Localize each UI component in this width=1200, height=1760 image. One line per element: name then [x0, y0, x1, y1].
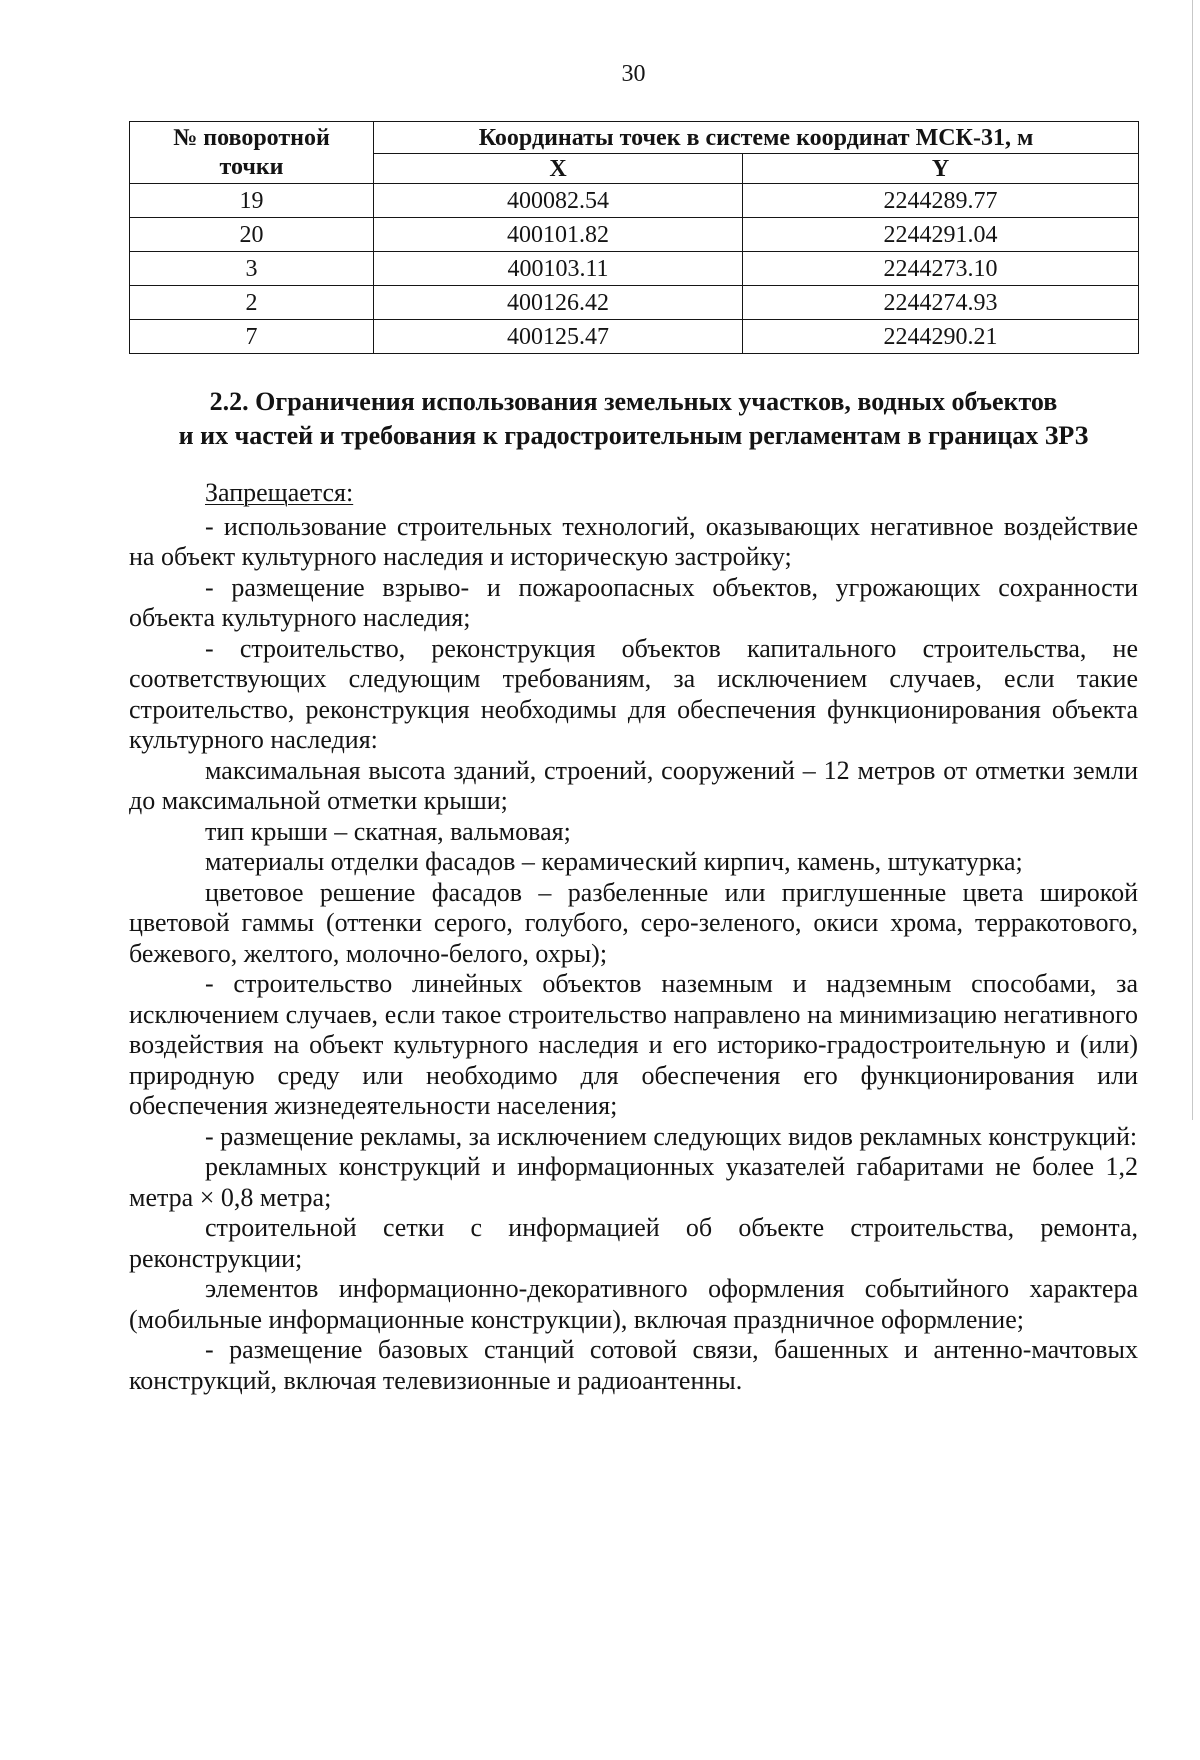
header-y: Y: [743, 154, 1139, 184]
cell-x: 400103.11: [374, 252, 743, 286]
prohibited-intro: Запрещается:: [205, 478, 354, 507]
header-coordinates: Координаты точек в системе координат МСК-31, м: [374, 122, 1139, 154]
page-number: 30: [621, 61, 646, 87]
table-row: [130, 286, 1139, 320]
header-point-number-line-2: точки: [219, 153, 284, 180]
header-point-number-line-1: № поворотной: [173, 124, 330, 151]
paragraph: элементов информационно-декоративного оформления событийного характера (мобильные информационные конструкции), включая праздничное оформление;: [129, 1274, 1138, 1334]
paragraph: максимальная высота зданий, строений, сооружений – 12 метров от отметки земли до максимальной отметки крыши;: [129, 755, 1138, 815]
header-point-number: [130, 122, 374, 184]
cell-y: 2244289.77: [743, 184, 1139, 218]
header-x: X: [374, 154, 743, 184]
paragraph: материалы отделки фасадов – керамический кирпич, камень, штукатурка;: [205, 847, 1023, 876]
cell-y: 2244290.21: [743, 320, 1139, 354]
section-body: [129, 478, 1138, 1396]
paragraph: - использование строительных технологий, оказывающих негативное воздействие на объект культурного наследия и историческую застройку;: [129, 511, 1138, 571]
cell-y: 2244291.04: [743, 218, 1139, 252]
paragraph: - размещение базовых станций сотовой связи, башенных и антенно-мачтовых конструкций, включая телевизионные и радиоантенны.: [129, 1335, 1138, 1395]
cell-point-number: 2: [130, 286, 374, 320]
table-row: [130, 218, 1139, 252]
table-body: [130, 122, 1139, 354]
table-row: [130, 252, 1139, 286]
section-heading: [129, 385, 1138, 452]
paragraph: - строительство линейных объектов наземным и надземным способами, за исключением случаев, если такое строительство направлено на минимизацию негативного воздействия на объект культурного наследия и его историко-градостроительную и (или) природную среду или необходимо для обеспечения его функционирования или обеспечения жизнедеятельности населения;: [129, 969, 1138, 1120]
cell-point-number: 19: [130, 184, 374, 218]
coordinates-table: [129, 121, 1139, 354]
scan-edge-line: [1192, 0, 1193, 1120]
table-header-row: [130, 122, 1139, 154]
cell-x: 400082.54: [374, 184, 743, 218]
cell-point-number: 20: [130, 218, 374, 252]
table-row: [130, 184, 1139, 218]
cell-point-number: 3: [130, 252, 374, 286]
section-heading-line-2: и их частей и требования к градостроительным регламентам в границах ЗРЗ: [178, 420, 1089, 450]
cell-point-number: 7: [130, 320, 374, 354]
paragraph: строительной сетки с информацией об объекте строительства, ремонта, реконструкции;: [129, 1213, 1138, 1273]
cell-y: 2244273.10: [743, 252, 1139, 286]
paragraph: - размещение взрыво- и пожароопасных объектов, угрожающих сохранности объекта культурного наследия;: [129, 572, 1138, 632]
cell-y: 2244274.93: [743, 286, 1139, 320]
cell-x: 400101.82: [374, 218, 743, 252]
paragraph: цветовое решение фасадов – разбеленные или приглушенные цвета широкой цветовой гаммы (оттенки серого, голубого, серо-зеленого, окиси хрома, терракотового, бежевого, желтого, молочно-белого, охры);: [129, 877, 1138, 968]
paragraph: - строительство, реконструкция объектов капитального строительства, не соответствующих следующим требованиям, за исключением случаев, если такие строительство, реконструкция необходимы для обеспечения функционирования объекта культурного наследия:: [129, 633, 1138, 754]
section-heading-line-1: 2.2. Ограничения использования земельных участков, водных объектов: [209, 387, 1058, 416]
paragraph: рекламных конструкций и информационных указателей габаритами не более 1,2 метра × 0,8 метра;: [129, 1152, 1138, 1212]
cell-x: 400125.47: [374, 320, 743, 354]
cell-x: 400126.42: [374, 286, 743, 320]
paragraph: - размещение рекламы, за исключением следующих видов рекламных конструкций:: [205, 1121, 1138, 1151]
paragraph: тип крыши – скатная, вальмовая;: [205, 816, 571, 846]
table-row: [130, 320, 1139, 354]
